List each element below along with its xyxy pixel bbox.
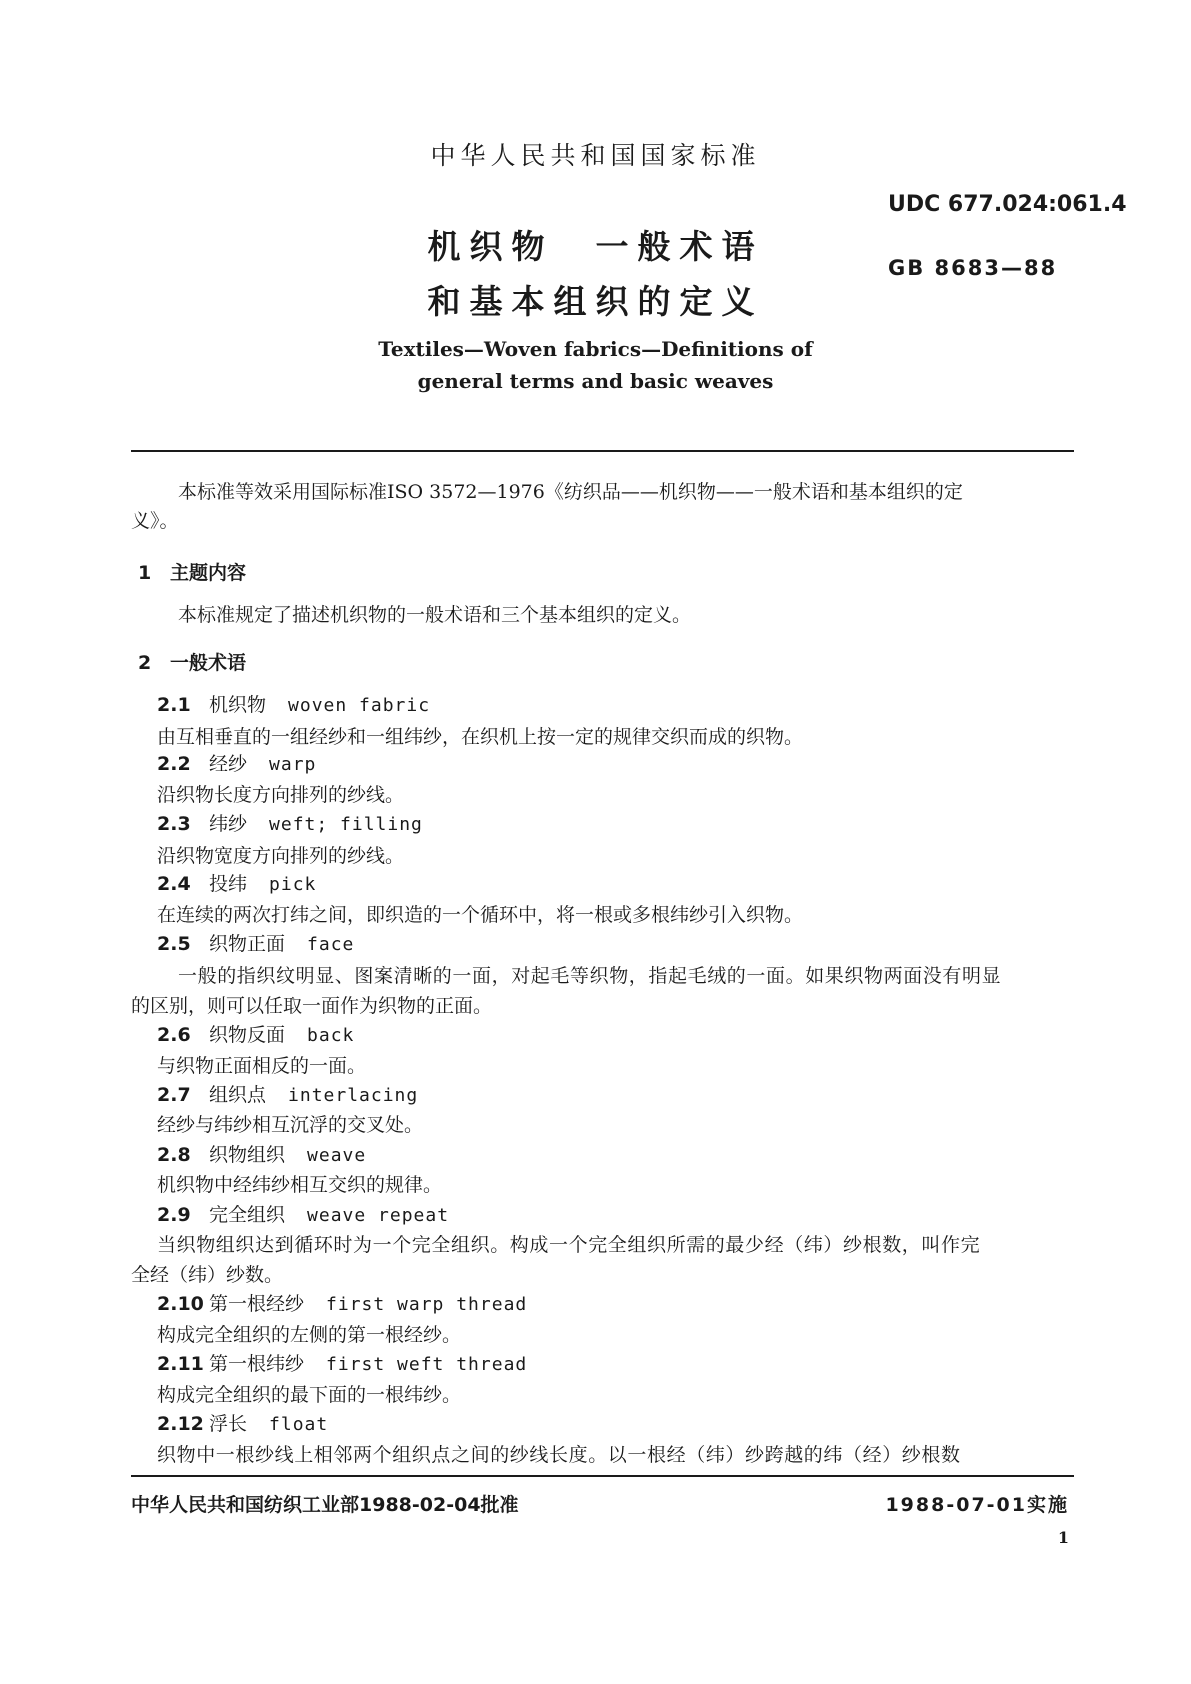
term-2-11 [157,1349,527,1376]
title-cn-line2: 和基本组织的定义 [427,282,764,321]
term-2-4 [157,869,316,896]
term-en: first weft thread [326,1354,528,1375]
standard-name: 中华人民共和国国家标准 [430,141,761,170]
section-1-heading [138,558,246,585]
term-2-2-definition: 沿织物长度方向排列的纱线。 [157,784,405,806]
intro-line2: 义》。 [131,510,179,532]
title-en-line1: Textiles—Woven fabrics—Definitions of [378,337,813,361]
term-en: face [307,934,355,955]
term-2-8 [157,1140,366,1167]
term-2-4-definition: 在连续的两次打纬之间，即织造的一个循环中，将一根或多根纬纱引入织物。 [157,904,804,926]
implementation-date: 1988-07-01实施 [885,1494,1069,1516]
term-en: interlacing [288,1085,419,1106]
term-number: 2.9 [157,1204,191,1226]
term-en: weave [307,1145,367,1166]
term-2-8-definition: 机织物中经纬纱相互交织的规律。 [157,1174,443,1196]
term-2-5 [157,929,354,956]
term-2-7 [157,1080,418,1107]
term-cn: 机织物 [209,694,267,716]
term-cn: 经纱 [209,753,248,775]
title-en-line2: general terms and basic weaves [417,369,774,393]
term-cn: 浮长 [209,1413,248,1435]
term-number: 2.7 [157,1084,191,1106]
term-number: 2.1 [157,694,191,716]
header-divider [131,450,1074,452]
term-en: warp [269,754,317,775]
term-en: pick [269,874,317,895]
term-2-7-definition: 经纱与纬纱相互沉浮的交叉处。 [157,1114,424,1136]
term-2-5-definition-cont: 的区别，则可以任取一面作为织物的正面。 [131,995,493,1017]
term-number: 2.6 [157,1024,191,1046]
term-cn: 完全组织 [209,1204,286,1226]
term-en: first warp thread [326,1294,528,1315]
term-2-9-definition: 当织物组织达到循环时为一个完全组织。构成一个完全组织所需的最少经（纬）纱根数，叫作完 [157,1234,981,1256]
term-2-6 [157,1020,354,1047]
term-number: 2.3 [157,813,191,835]
term-number: 2.2 [157,753,191,775]
term-2-6-definition: 与织物正面相反的一面。 [157,1055,367,1077]
term-2-3 [157,809,423,836]
term-en: weft; filling [269,814,423,835]
term-2-2 [157,749,316,776]
term-number: 2.11 [157,1353,204,1375]
term-en: woven fabric [288,695,431,716]
term-2-10-definition: 构成完全组织的左侧的第一根经纱。 [157,1324,462,1346]
term-2-10 [157,1289,527,1316]
term-2-1 [157,690,430,717]
page-number: 1 [1057,1528,1069,1547]
term-cn: 第一根纬纱 [209,1353,305,1375]
term-number: 2.8 [157,1144,191,1166]
section-title: 一般术语 [170,652,247,674]
term-2-9 [157,1200,449,1227]
title-cn-line1: 机织物 一般术语 [427,227,764,266]
term-number: 2.12 [157,1413,204,1435]
term-cn: 织物组织 [209,1144,286,1166]
term-2-9-definition-cont: 全经（纬）纱数。 [131,1264,284,1286]
term-2-5-definition: 一般的指织纹明显、图案清晰的一面，对起毛等织物，指起毛绒的一面。如果织物两面没有明显 [178,965,1002,987]
term-number: 2.10 [157,1293,204,1315]
udc-code: UDC 677.024:061.4 [888,192,1127,217]
term-cn: 织物正面 [209,933,286,955]
section-1-text: 本标准规定了描述机织物的一般术语和三个基本组织的定义。 [178,604,692,626]
term-2-3-definition: 沿织物宽度方向排列的纱线。 [157,845,405,867]
term-cn: 织物反面 [209,1024,286,1046]
footer-divider [131,1475,1074,1477]
section-number: 2 [138,652,152,674]
term-number: 2.5 [157,933,191,955]
term-2-12 [157,1409,328,1436]
section-2-heading [138,648,246,675]
term-number: 2.4 [157,873,191,895]
term-2-12-definition: 织物中一根纱线上相邻两个组织点之间的纱线长度。以一根经（纬）纱跨越的纬（经）纱根数 [157,1444,961,1466]
term-cn: 投纬 [209,873,248,895]
intro-line1: 本标准等效采用国际标准ISO 3572—1976《纺织品——机织物——一般术语和基本组织的定 [178,481,963,503]
term-en: weave repeat [307,1205,450,1226]
term-en: float [269,1414,329,1435]
section-title: 主题内容 [170,562,247,584]
term-cn: 纬纱 [209,813,248,835]
term-cn: 第一根经纱 [209,1293,305,1315]
term-cn: 组织点 [209,1084,267,1106]
section-number: 1 [138,562,152,584]
term-2-1-definition: 由互相垂直的一组经纱和一组纬纱，在织机上按一定的规律交织而成的织物。 [157,726,804,748]
term-en: back [307,1025,355,1046]
approval-info: 中华人民共和国纺织工业部1988-02-04批准 [131,1494,519,1516]
term-2-11-definition: 构成完全组织的最下面的一根纬纱。 [157,1384,462,1406]
gb-number: GB 8683—88 [888,256,1058,280]
